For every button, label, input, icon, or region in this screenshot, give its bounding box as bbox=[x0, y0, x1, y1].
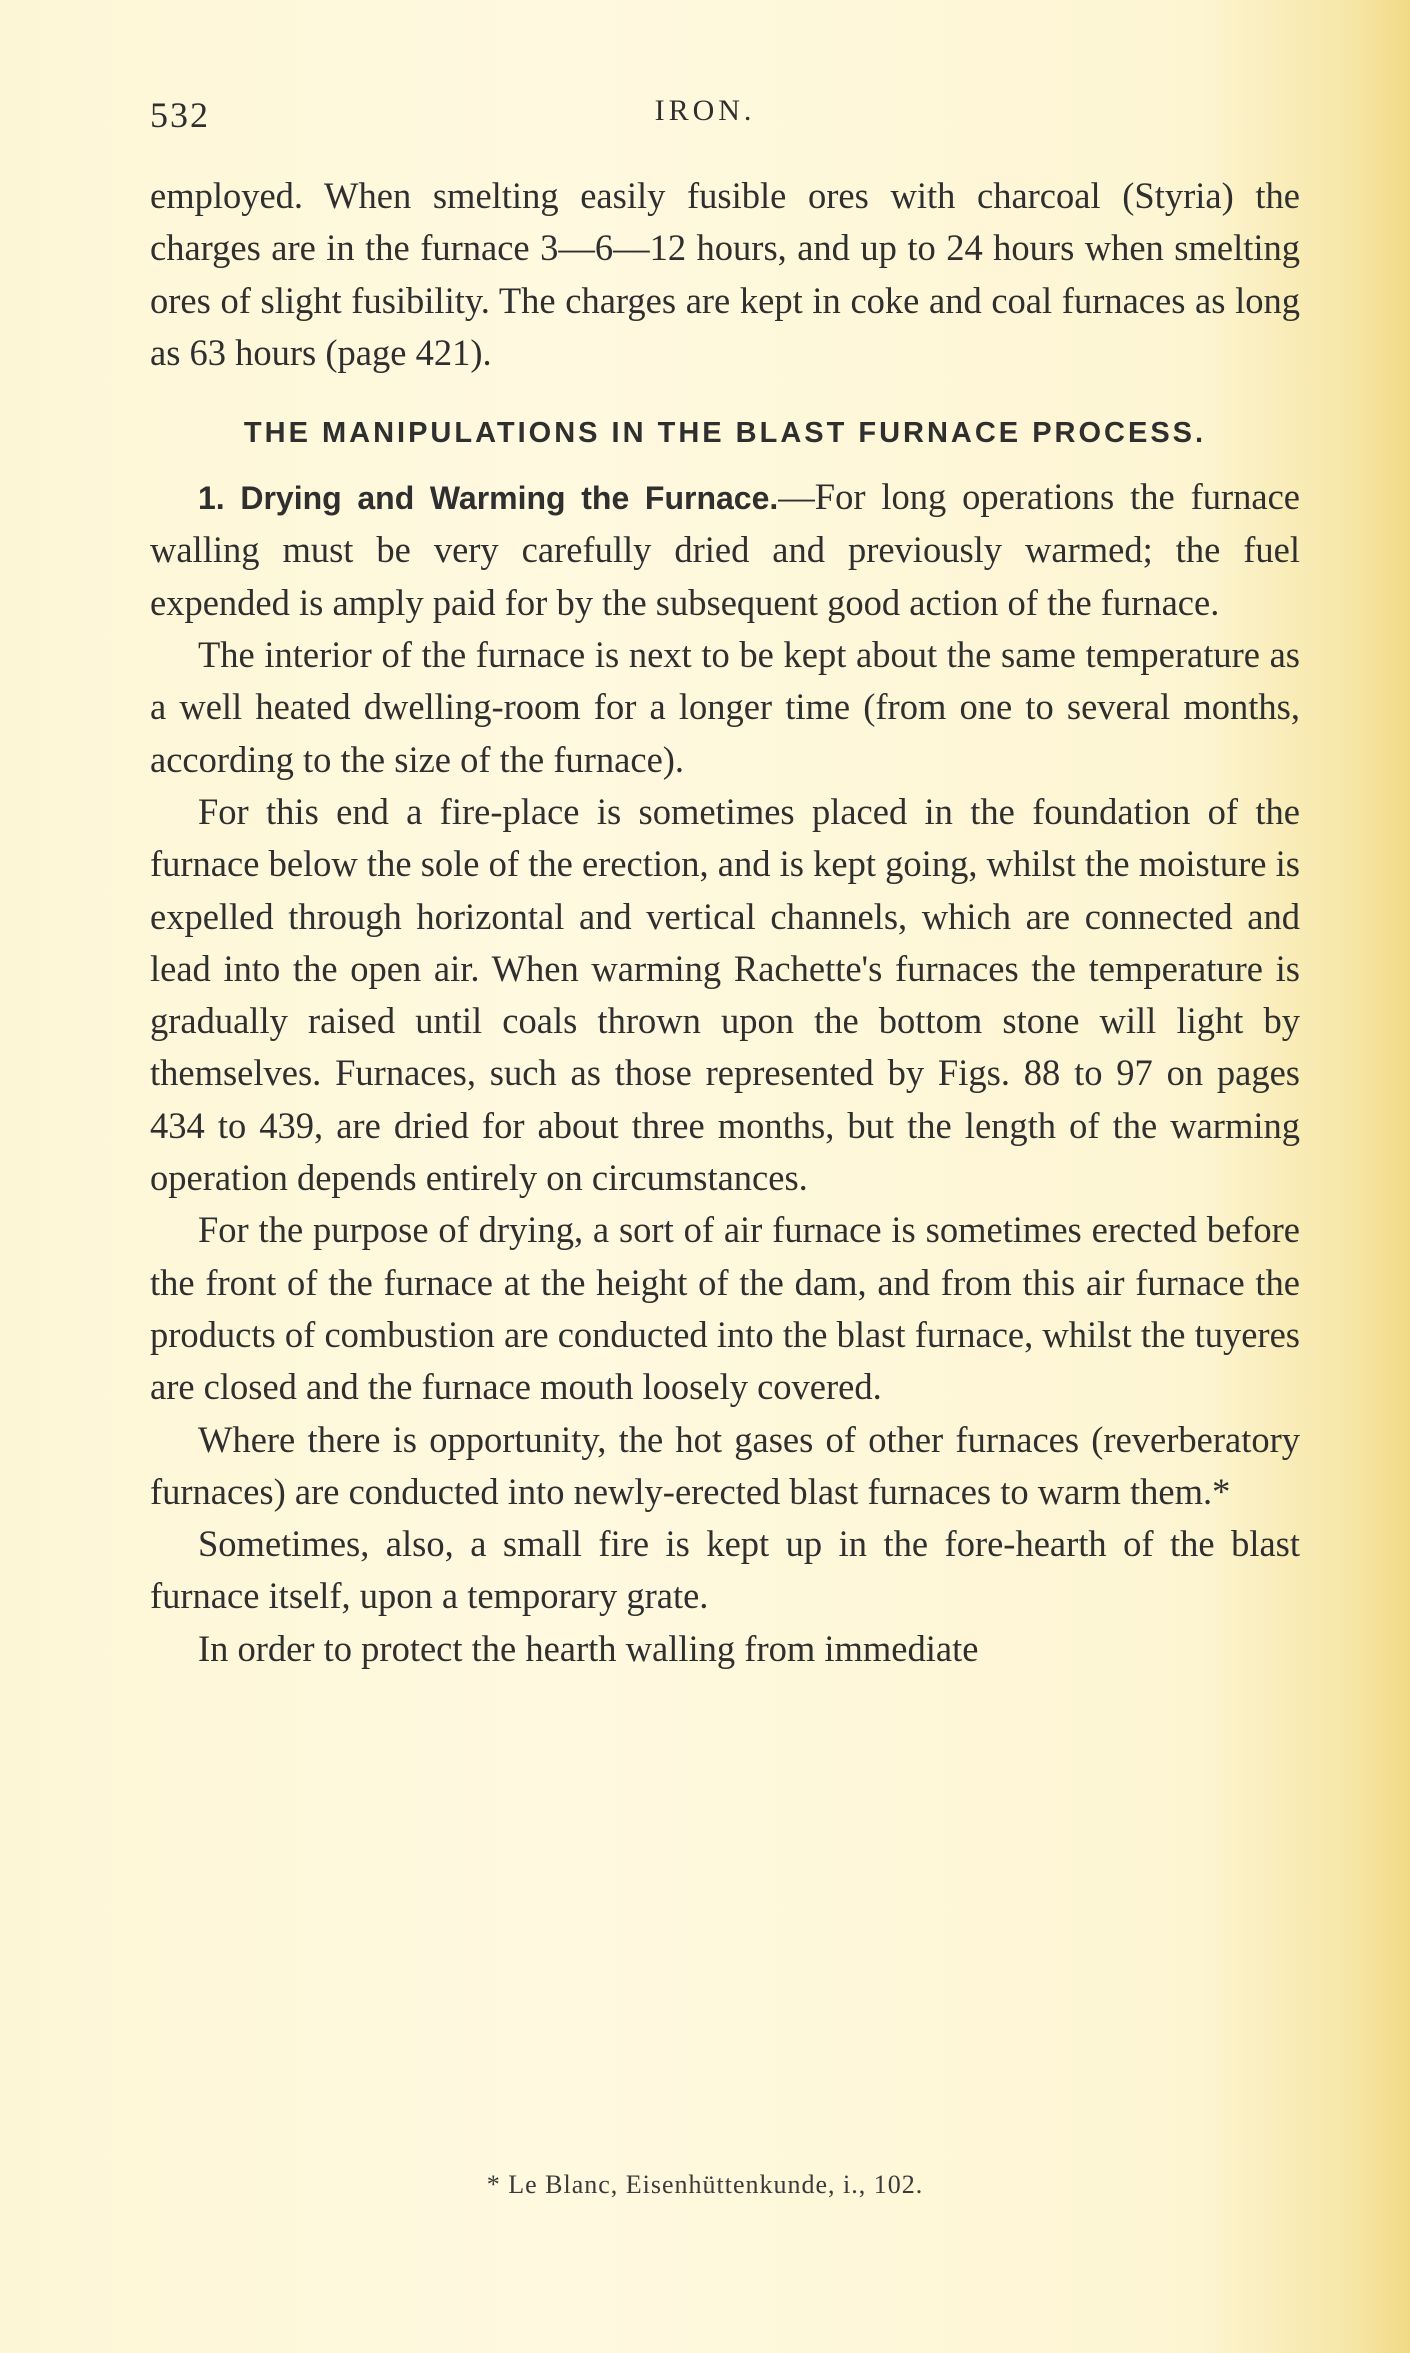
paragraph-drying bbox=[150, 471, 1300, 629]
paragraph-protect-hearth: In order to protect the hearth walling from immediate bbox=[198, 1627, 979, 1669]
paragraph-drying-text: —For long operations the furnace walling must be very carefully dried and previously warmed; the fuel expended is amply paid for by the subsequent good action of the furnace. bbox=[150, 476, 1301, 623]
paragraph-hot-gases: Where there is opportunity, the hot gases of other furnaces (reverberatory furnaces) are conducted into newly-erected blast furnaces to warm them.* bbox=[150, 1418, 1300, 1512]
paragraph-fire-place: For this end a fire-place is sometimes placed in the foundation of the furnace below the sole of the erection, and is kept going, whilst the moisture is expelled through horizontal and vertical channels, which are connected and lead into the open air. When warming Rachette's furnaces the temperature is gradually raised until coals thrown upon the bottom stone will light by themselves. Furnaces, such as those represented by Figs. 88 to 97 on pages 434 to 439, are dried for about three months, but the length of the warming operation depends entirely on circumstances. bbox=[150, 790, 1300, 1199]
subsection-label: 1. Drying and Warming the Furnace. bbox=[198, 480, 779, 517]
section-heading: THE MANIPULATIONS IN THE BLAST FURNACE PROCESS. bbox=[243, 417, 1207, 450]
paragraph-intro: employed. When smelting easily fusible ores with charcoal (Styria) the charges are in the furnace 3—6—12 hours, and up to 24 hours when smelting ores of slight fusibility. The charges are kept in coke and coal furnaces as long as 63 hours (page 421). bbox=[150, 175, 1300, 373]
footnote: * Le Blanc, Eisenhüttenkunde, i., 102. bbox=[486, 2170, 924, 2199]
page-header bbox=[150, 94, 1260, 144]
body-text bbox=[150, 170, 1300, 1675]
running-head: IRON. bbox=[654, 94, 756, 127]
page-number: 532 bbox=[150, 95, 210, 135]
paragraph-small-fire: Sometimes, also, a small fire is kept up in the fore-hearth of the blast furnace itself, upon a temporary grate. bbox=[150, 1523, 1300, 1617]
paragraph-interior: The interior of the furnace is next to be kept about the same temperature as a well heated dwelling-room for a longer time (from one to several months, according to the size of the furnace). bbox=[150, 634, 1300, 780]
paragraph-air-furnace: For the purpose of drying, a sort of air furnace is sometimes erected before the front of the furnace at the height of the dam, and from this air furnace the products of combustion are conducted into the blast furnace, whilst the tuyeres are closed and the furnace mouth loosely covered. bbox=[150, 1209, 1300, 1408]
